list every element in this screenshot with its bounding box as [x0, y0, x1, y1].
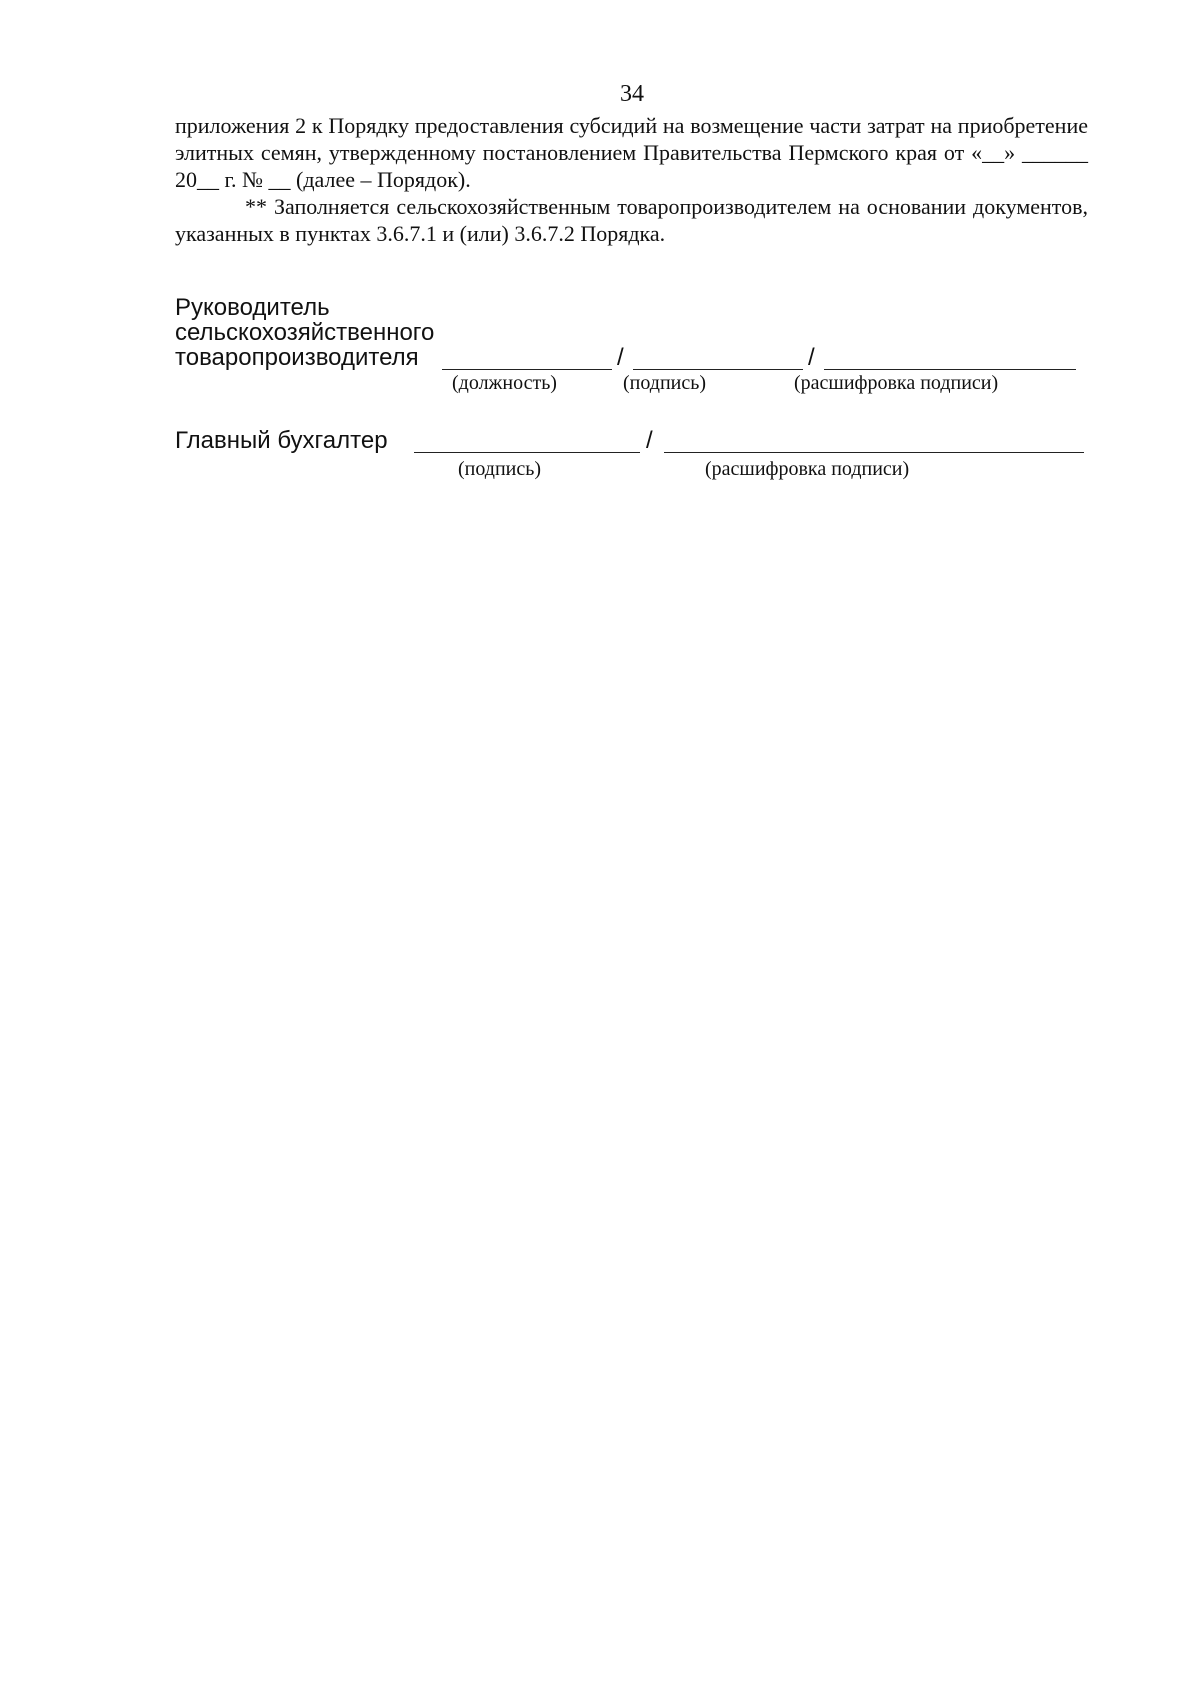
head-signature-decoding-line[interactable] [824, 369, 1076, 370]
paragraph-footnote: ** Заполняется сельскохозяйственным товаропроизводителем на основании документов, указанных в пунктах 3.6.7.1 и (или) 3.6.7.2 Порядка. [175, 194, 1088, 246]
head-title-line-2: сельскохозяйственного [175, 319, 435, 346]
accountant-signature-line[interactable] [414, 452, 640, 453]
page-number: 34 [620, 81, 644, 107]
caption-position: (должность) [452, 372, 557, 394]
caption-head-decoding: (расшифровка подписи) [794, 372, 999, 394]
caption-accountant-signature: (подпись) [458, 458, 542, 480]
caption-accountant-decoding: (расшифровка подписи) [705, 458, 910, 480]
head-title-line-1: Руководитель [175, 294, 330, 321]
head-title [175, 295, 434, 370]
caption-head-signature: (подпись) [623, 372, 707, 394]
head-signature-line[interactable] [633, 369, 803, 370]
body-text [175, 112, 1088, 247]
accountant-separator: / [646, 427, 653, 454]
paragraph-order-reference: приложения 2 к Порядку предоставления субсидий на возмещение части затрат на приобретение элитных семян, утвержденному постановлением Правительства Пермского края от «__» ______ 20__ г. № __ (далее – Порядок). [175, 113, 1088, 192]
accountant-signature-decoding-line[interactable] [664, 452, 1084, 453]
head-position-line[interactable] [442, 369, 612, 370]
accountant-title: Главный бухгалтер [175, 427, 388, 454]
head-title-line-3: товаропроизводителя [175, 344, 419, 371]
head-separator-2: / [808, 344, 815, 371]
head-separator-1: / [617, 344, 624, 371]
